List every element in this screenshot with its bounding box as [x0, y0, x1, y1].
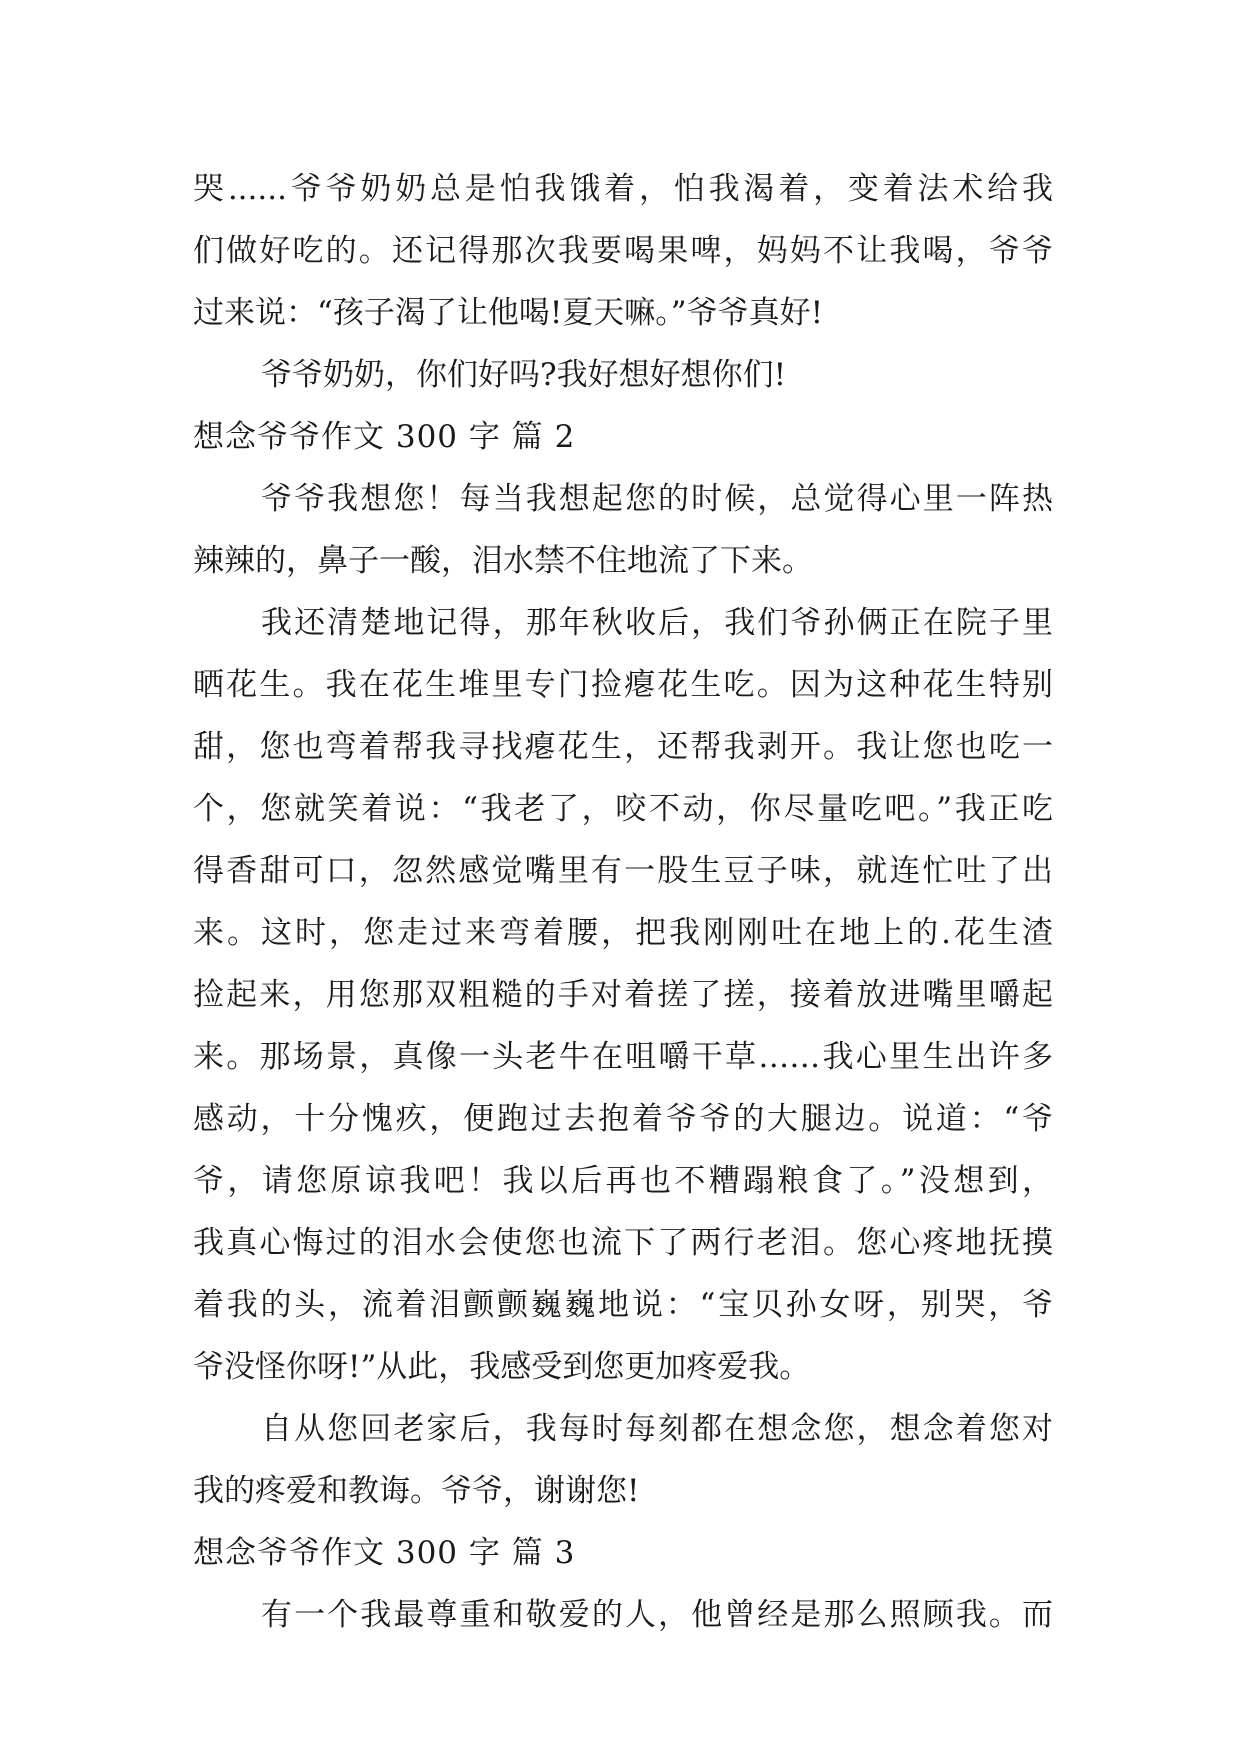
text-line: 晒花生。我在花生堆里专门捡瘪花生吃。因为这种花生特别 [193, 667, 1053, 703]
paragraph [193, 592, 1053, 1398]
text-line: 爷爷奶奶，你们好吗?我好想好想你们! [261, 357, 787, 393]
paragraph [193, 158, 1053, 344]
text-line: 甜，您也弯着帮我寻找瘪花生，还帮我剥开。我让您也吃一 [193, 729, 1053, 765]
text-line: 辣辣的，鼻子一酸，泪水禁不住地流了下来。 [193, 543, 813, 579]
text-line: 着我的头，流着泪颤颤巍巍地说：“宝贝孙女呀，别哭，爷 [193, 1287, 1053, 1323]
paragraph [193, 468, 1053, 592]
paragraph [193, 344, 1053, 406]
text-line: 哭......爷爷奶奶总是怕我饿着，怕我渴着，变着法术给我 [193, 171, 1053, 207]
text-line: 感动，十分愧疚，便跑过去抱着爷爷的大腿边。说道：“爷 [193, 1101, 1053, 1137]
text-line: 自从您回老家后，我每时每刻都在想念您，想念着您对 [261, 1411, 1053, 1447]
text-line: 得香甜可口，忽然感觉嘴里有一股生豆子味，就连忙吐了出 [193, 853, 1053, 889]
text-line: 个，您就笑着说：“我老了，咬不动，你尽量吃吧。”我正吃 [193, 791, 1053, 827]
text-line: 爷，请您原谅我吧！我以后再也不糟蹋粮食了。”没想到， [193, 1163, 1053, 1199]
text-line: 来。那场景，真像一头老牛在咀嚼干草……我心里生出许多 [193, 1039, 1053, 1075]
text-line: 捡起来，用您那双粗糙的手对着搓了搓，接着放进嘴里嚼起 [193, 977, 1053, 1013]
paragraph [193, 1398, 1053, 1522]
section-heading [193, 406, 1053, 468]
paragraph [193, 1584, 1053, 1646]
text-line: 我还清楚地记得，那年秋收后，我们爷孙俩正在院子里 [261, 605, 1053, 641]
text-line: 爷没怪你呀!”从此，我感受到您更加疼爱我。 [193, 1349, 811, 1385]
text-line: 我真心悔过的泪水会使您也流下了两行老泪。您心疼地抚摸 [193, 1225, 1053, 1261]
document-page [193, 158, 1053, 1646]
text-line: 爷爷我想您！每当我想起您的时候，总觉得心里一阵热 [261, 481, 1053, 517]
text-line: 来。这时，您走过来弯着腰，把我刚刚吐在地上的.花生渣 [193, 915, 1053, 951]
heading-line: 想念爷爷作文 300 字 篇 2 [193, 419, 576, 455]
text-line: 过来说：“孩子渴了让他喝!夏天嘛。”爷爷真好! [193, 295, 824, 331]
text-line: 我的疼爱和教诲。爷爷，谢谢您! [193, 1473, 640, 1509]
heading-line: 想念爷爷作文 300 字 篇 3 [193, 1535, 576, 1571]
text-line: 们做好吃的。还记得那次我要喝果啤，妈妈不让我喝，爷爷 [193, 233, 1053, 269]
section-heading [193, 1522, 1053, 1584]
text-line: 有一个我最尊重和敬爱的人，他曾经是那么照顾我。而 [261, 1597, 1053, 1633]
